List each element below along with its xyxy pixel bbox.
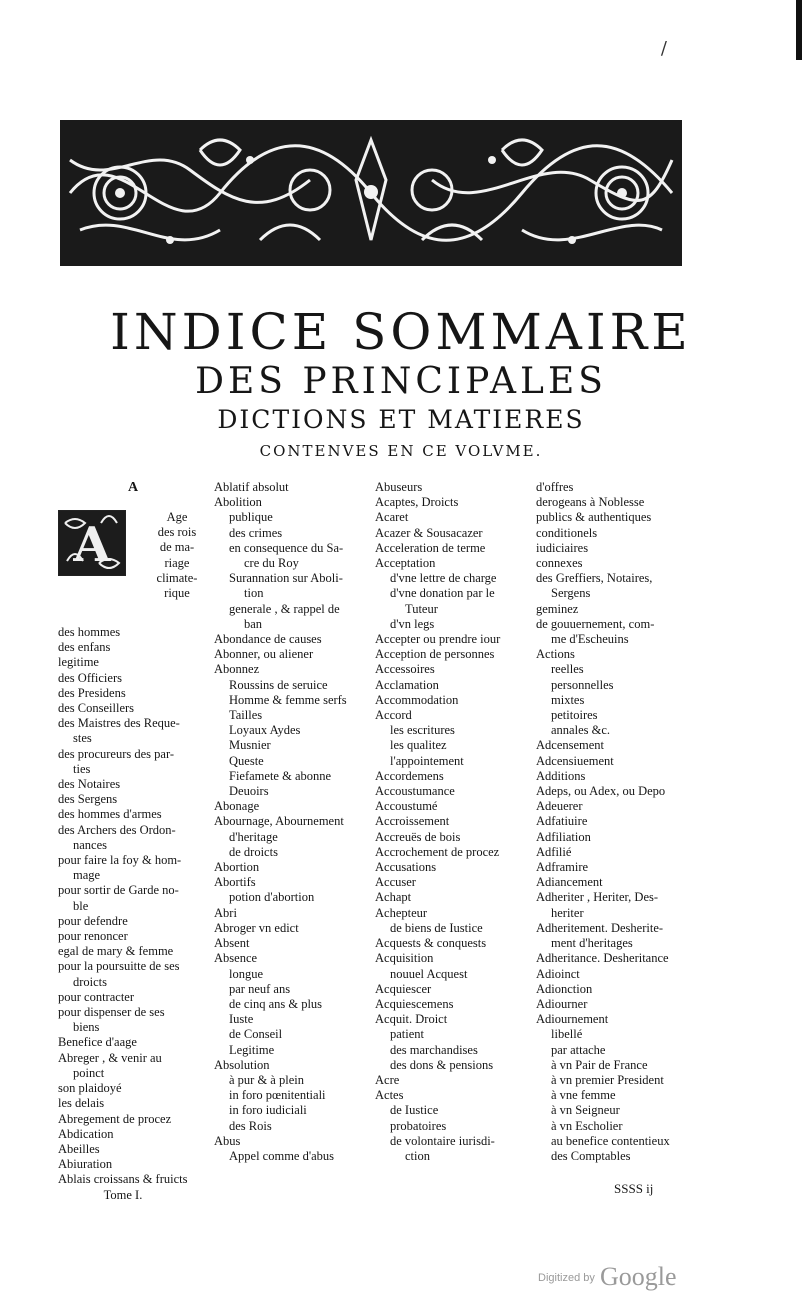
index-entry: Adiancement xyxy=(536,875,603,890)
digitization-watermark xyxy=(538,1262,677,1292)
index-entry: Adfiliation xyxy=(536,829,591,844)
index-entry: Acaptes, Droicts xyxy=(375,495,459,510)
index-entry: Abregement de procez xyxy=(58,1111,172,1126)
index-entry: des Notaires xyxy=(58,777,121,792)
index-entry: Abonnez xyxy=(214,662,260,677)
index-entry: pour sortir de Garde no- xyxy=(58,883,179,898)
index-entry: d'offres xyxy=(536,480,574,494)
index-entry: Acazer & Sousacazer xyxy=(375,525,483,540)
index-entry: Abortion xyxy=(214,860,260,875)
index-entry: Abonner, ou aliener xyxy=(214,647,314,662)
index-entry: ction xyxy=(405,1148,430,1163)
index-entry: Acquiescemens xyxy=(375,996,454,1011)
index-entry: à vn Seigneur xyxy=(551,1103,620,1118)
index-entry: Acquisition xyxy=(375,951,434,966)
index-entry: au benefice contentieux xyxy=(551,1133,670,1148)
index-entry: Appel comme d'abus xyxy=(229,1148,335,1163)
index-entry: Sergens xyxy=(551,586,591,601)
index-entry: Adioinct xyxy=(536,966,580,981)
index-entry: ties xyxy=(73,761,91,776)
index-entry: Absent xyxy=(214,936,250,951)
index-entry: Ablatif absolut xyxy=(214,480,289,494)
index-entry: Actions xyxy=(536,647,575,662)
index-entry: cre du Roy xyxy=(244,556,299,571)
corner-pencil-mark: / xyxy=(660,38,667,59)
index-entry: pour contracter xyxy=(58,989,135,1004)
index-entry: Abus xyxy=(214,1133,241,1148)
index-entry: Tuteur xyxy=(405,601,438,616)
index-entry: Adionction xyxy=(536,981,593,996)
index-entry: les escritures xyxy=(390,723,455,738)
index-column-3 xyxy=(375,480,535,1164)
index-entry: Accuser xyxy=(375,875,416,890)
index-entry: les qualitez xyxy=(390,738,447,753)
index-entry: Absence xyxy=(214,951,258,966)
index-entry: Abournage, Abournement xyxy=(214,814,344,829)
index-entry: par attache xyxy=(551,1042,606,1057)
index-entry: Acception de personnes xyxy=(375,647,495,662)
index-entry: publics & authentiques xyxy=(536,510,652,525)
index-entry: Acaret xyxy=(375,510,409,525)
index-entry: Adeuerer xyxy=(536,799,583,814)
index-entry: annales &c. xyxy=(551,723,611,738)
index-entry: Acre xyxy=(375,1072,400,1087)
index-entry: ble xyxy=(73,898,89,913)
index-entry: Accoustumance xyxy=(375,784,455,799)
index-entry: par neuf ans xyxy=(229,981,291,996)
index-entry: Adframire xyxy=(536,860,589,875)
index-entry: des dons & pensions xyxy=(390,1057,494,1072)
drop-cap-line: riage xyxy=(164,555,190,570)
index-entry: Deuoirs xyxy=(229,784,269,799)
index-entry: des Archers des Ordon- xyxy=(58,822,176,837)
index-entry: nouuel Acquest xyxy=(390,966,468,981)
index-entry: me d'Escheuins xyxy=(551,632,629,647)
index-entry: Acquit. Droict xyxy=(375,1012,448,1027)
index-entry: Adfilié xyxy=(536,844,572,859)
index-entry: de Iustice xyxy=(390,1103,439,1118)
index-entry: des Maistres des Reque- xyxy=(58,716,180,731)
drop-cap-line: climate- xyxy=(156,570,198,585)
index-entry: Adcensiuement xyxy=(536,753,614,768)
index-entry: Accessoires xyxy=(375,662,435,677)
index-entry: potion d'abortion xyxy=(229,890,315,905)
index-entry: Absolution xyxy=(214,1057,270,1072)
index-entry: Adheritance. Desheritance xyxy=(536,951,669,966)
index-entry: petitoires xyxy=(551,708,598,723)
index-column-4 xyxy=(536,480,686,1164)
index-entry: patient xyxy=(390,1027,425,1042)
drop-cap-letter: A xyxy=(73,517,111,573)
index-entry: Achapt xyxy=(375,890,412,905)
index-entry: Adiournement xyxy=(536,1012,609,1027)
index-entry: heriter xyxy=(551,905,584,920)
index-entry: Acquests & conquests xyxy=(375,936,487,951)
index-entry: des Comptables xyxy=(551,1148,631,1163)
index-entry: des hommes xyxy=(58,625,121,639)
drop-cap-a-icon xyxy=(59,511,125,575)
index-entry: Acclamation xyxy=(375,677,439,692)
index-entry: Accepter ou prendre iour xyxy=(375,632,501,647)
index-entry: Legitime xyxy=(229,1042,275,1057)
index-entry: Accoustumé xyxy=(375,799,438,814)
index-entry: des Rois xyxy=(229,1118,272,1133)
index-entry: Acquiescer xyxy=(375,981,432,996)
index-entry: l'appointement xyxy=(390,753,464,768)
index-entry: pour dispenser de ses xyxy=(58,1005,165,1020)
index-entry: Accusations xyxy=(375,860,437,875)
drop-cap-ornament xyxy=(58,510,126,576)
index-entry: personnelles xyxy=(551,677,614,692)
index-entry: Accroissement xyxy=(375,814,450,829)
drop-cap-block xyxy=(58,510,208,625)
index-entry: stes xyxy=(73,731,92,746)
index-entry: Abonage xyxy=(214,799,260,814)
index-entry: in foro iudiciali xyxy=(229,1103,307,1118)
index-entry: libellé xyxy=(551,1027,583,1042)
drop-cap-lines xyxy=(142,510,212,601)
index-entry: tion xyxy=(244,586,264,601)
catchword-signature: SSSS ij xyxy=(614,1181,654,1196)
index-entry: des enfans xyxy=(58,640,111,655)
index-entry: biens xyxy=(73,1020,100,1035)
index-entry: des hommes d'armes xyxy=(58,807,162,822)
index-entry: Acceptation xyxy=(375,556,436,571)
index-entry: egal de mary & femme xyxy=(58,944,174,959)
index-entry: Loyaux Aydes xyxy=(229,723,301,738)
index-entry: in foro pœnitentiali xyxy=(229,1088,326,1103)
index-entry: Ablais croissans & fruicts xyxy=(58,1172,188,1187)
index-entry: pour renoncer xyxy=(58,929,128,944)
index-entry: de volontaire iurisdi- xyxy=(390,1133,495,1148)
index-entry: des Officiers xyxy=(58,670,122,685)
index-entry: poinct xyxy=(73,1065,105,1080)
index-entry: Accreuës de bois xyxy=(375,829,461,844)
index-entry: pour faire la foy & hom- xyxy=(58,853,182,868)
index-entry: à vn Escholier xyxy=(551,1118,623,1133)
title-des-principales: DES PRINCIPALES xyxy=(195,361,607,402)
section-letter: A xyxy=(127,480,139,495)
index-entry: Adeps, ou Adex, ou Depo xyxy=(536,784,666,799)
index-entry: à vn Pair de France xyxy=(551,1057,648,1072)
index-entry: Abuseurs xyxy=(375,480,423,494)
column-entries xyxy=(214,480,369,1164)
index-entry: derogeans à Noblesse xyxy=(536,495,645,510)
index-entry: Adheritement. Desherite- xyxy=(536,920,664,935)
index-entry: Surannation sur Aboli- xyxy=(229,571,343,586)
index-entry: droicts xyxy=(73,974,108,989)
index-entry: les delais xyxy=(58,1096,105,1111)
index-entry: Abolition xyxy=(214,495,262,510)
index-entry: mixtes xyxy=(551,692,585,707)
index-entry: Accrochement de procez xyxy=(375,844,500,859)
column-entries xyxy=(536,480,686,1164)
index-entry: Fiefamete & abonne xyxy=(229,768,332,783)
drop-cap-line: Age xyxy=(166,510,188,524)
index-entry: Abri xyxy=(214,905,237,920)
index-entry: legitime xyxy=(58,655,99,670)
index-entry: des Sergens xyxy=(58,792,118,807)
index-entry: d'vne donation par le xyxy=(390,586,495,601)
index-entry: Adiourner xyxy=(536,996,588,1011)
index-entry: des marchandises xyxy=(390,1042,478,1057)
index-entry: Achepteur xyxy=(375,905,428,920)
index-entry: de Conseil xyxy=(229,1027,283,1042)
index-column-2 xyxy=(214,480,369,1164)
index-entry: Abreger , & venir au xyxy=(58,1050,162,1065)
index-entry: Adheriter , Heriter, Des- xyxy=(536,890,659,905)
index-entry: generale , & rappel de xyxy=(229,601,340,616)
index-entry: Homme & femme serfs xyxy=(229,692,347,707)
index-entry: Abondance de causes xyxy=(214,632,322,647)
watermark-digitized-by: Digitized by xyxy=(538,1272,595,1284)
drop-cap-line: rique xyxy=(164,586,190,601)
index-entry: iudiciaires xyxy=(536,540,589,555)
index-entry: Abroger vn edict xyxy=(214,920,299,935)
index-entry: publique xyxy=(229,510,273,525)
index-entry: en consequence du Sa- xyxy=(229,540,344,555)
index-entry: Queste xyxy=(229,753,264,768)
title-dictions-matieres: DICTIONS ET MATIERES xyxy=(217,405,585,434)
index-entry: d'vne lettre de charge xyxy=(390,571,497,586)
index-entry: connexes xyxy=(536,556,583,571)
index-entry: Abeilles xyxy=(58,1141,100,1156)
index-entry: des Conseillers xyxy=(58,701,135,716)
index-entry: pour defendre xyxy=(58,913,128,928)
index-entry: Acceleration de terme xyxy=(375,540,486,555)
index-entry: pour la poursuitte de ses xyxy=(58,959,180,974)
index-column-1 xyxy=(58,480,208,1203)
index-entry: probatoires xyxy=(390,1118,447,1133)
index-entry: de biens de Iustice xyxy=(390,920,483,935)
index-entry: Abdication xyxy=(58,1126,114,1141)
index-entry: mage xyxy=(73,868,101,883)
index-entry: d'vn legs xyxy=(390,616,435,631)
index-entry: des Presidens xyxy=(58,685,126,700)
title-indice-sommaire: INDICE SOMMAIRE xyxy=(110,303,692,361)
index-entry: Accommodation xyxy=(375,692,459,707)
index-entry: à vne femme xyxy=(551,1088,616,1103)
index-entry: reelles xyxy=(551,662,584,677)
headpiece-engraving xyxy=(60,120,682,266)
index-entry: à vn premier President xyxy=(551,1072,664,1087)
index-entry: conditionels xyxy=(536,525,598,540)
index-entry: Tailles xyxy=(229,708,263,723)
index-entry: Abiuration xyxy=(58,1157,113,1172)
index-entry: des Greffiers, Notaires, xyxy=(536,571,653,586)
index-entry: Abortifs xyxy=(214,875,256,890)
index-entry: Adcensement xyxy=(536,738,605,753)
tome-label: Tome I. xyxy=(103,1187,143,1202)
index-entry: longue xyxy=(229,966,264,981)
index-entry: son plaidoyé xyxy=(58,1081,122,1096)
watermark-google: Google xyxy=(599,1262,677,1291)
index-entry: des crimes xyxy=(229,525,283,540)
index-entry: d'heritage xyxy=(229,829,278,844)
drop-cap-line: de ma- xyxy=(159,540,195,555)
index-entry: des procureurs des par- xyxy=(58,746,175,761)
column-entries xyxy=(375,480,535,1164)
ornamental-headpiece xyxy=(60,120,682,266)
index-entry: Accord xyxy=(375,708,412,723)
index-entry: Adfatiuire xyxy=(536,814,588,829)
index-entry: ment d'heritages xyxy=(551,936,633,951)
index-entry: Roussins de seruice xyxy=(229,677,328,692)
title-contenves: CONTENVES EN CE VOLVME. xyxy=(259,442,543,460)
page-edge-mark xyxy=(796,0,802,60)
column-entries xyxy=(58,625,208,1188)
index-entry: ban xyxy=(244,616,263,631)
index-entry: geminez xyxy=(536,601,579,616)
index-entry: de cinq ans & plus xyxy=(229,996,323,1011)
index-entry: à pur & à plein xyxy=(229,1072,304,1087)
index-entry: Actes xyxy=(375,1088,404,1103)
index-entry: Iuste xyxy=(229,1012,254,1027)
index-entry: Accordemens xyxy=(375,768,444,783)
drop-cap-line: des rois xyxy=(157,525,197,540)
index-entry: Benefice d'aage xyxy=(58,1035,137,1050)
index-entry: Musnier xyxy=(229,738,271,753)
index-entry: nances xyxy=(73,837,108,852)
index-entry: Additions xyxy=(536,768,586,783)
index-entry: de droicts xyxy=(229,844,278,859)
index-entry: de gouuernement, com- xyxy=(536,616,655,631)
